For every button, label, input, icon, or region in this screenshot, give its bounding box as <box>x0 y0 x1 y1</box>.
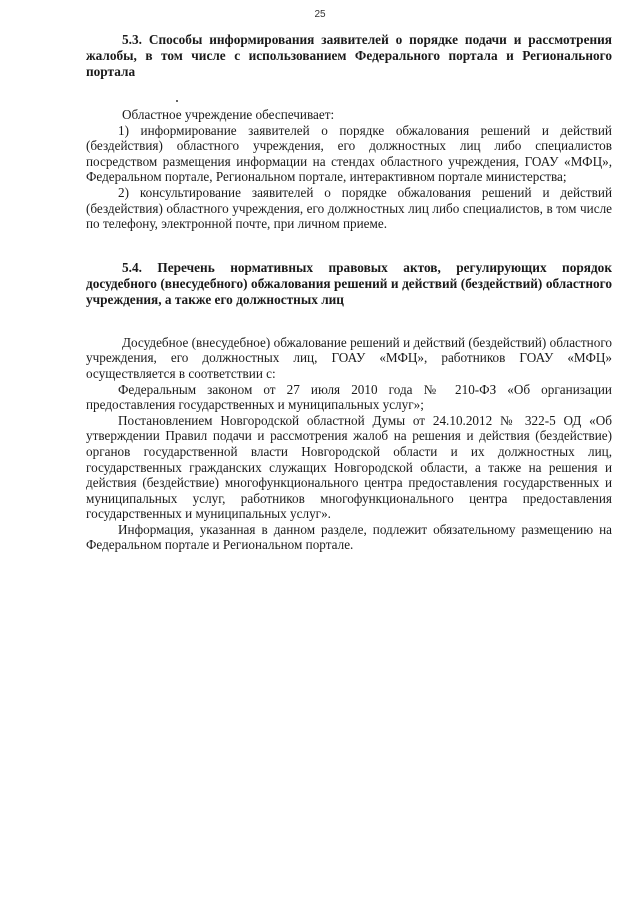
section-5-3-paragraph: Областное учреждение обеспечивает: <box>122 107 335 122</box>
page-content <box>86 32 612 553</box>
section-5-3-paragraph: 1) информирование заявителей о порядке обжалования решений и действий (бездействия) областного учреждения, его должностных лиц либо специалистов посредством размещения информации на стендах областного учреждения, ГОАУ «МФЦ», Федеральном портале, Региональном портале, интерактивном портале министерства; <box>86 122 612 185</box>
section-5-4-heading: 5.4. Перечень нормативных правовых актов, регулирующих порядок досудебного (внесудебного) обжалования решений и действий (бездействий) областного учреждения, а также его должностных лиц <box>86 259 612 307</box>
section-5-3-heading: 5.3. Способы информирования заявителей о порядке подачи и рассмотрения жалобы, в том числе с использованием Федерального портала и Регионального портала <box>86 32 612 79</box>
section-5-3-paragraph: 2) консультирование заявителей о порядке обжалования решений и действий (бездействия) областного учреждения, его должностных лиц либо специалистов, в том числе по телефону, электронной почте, при личном приеме. <box>86 184 612 232</box>
section-5-4-paragraph: Федеральным законом от 27 июля 2010 года № 210-ФЗ «Об организации предоставления государственных и муниципальных услуг»; <box>86 381 612 413</box>
page-number: 25 <box>314 9 326 20</box>
section-5-4-paragraph: Досудебное (внесудебное) обжалование решений и действий (бездействий) областного учреждения, его должностных лиц, ГОАУ «МФЦ», работников ГОАУ «МФЦ» осуществляется в соответствии с: <box>86 334 612 381</box>
section-5-4-paragraph: Постановлением Новгородской областной Думы от 24.10.2012 № 322-5 ОД «Об утверждении Правил подачи и рассмотрения жалоб на решения и действия (бездействие) органов государственной власти Новгородской области и их должностных лиц, государственных гражданских служащих Новгородской области, а также на решения и действия (бездействие) многофункционального центра предоставления государственных и муниципальных услуг, работников многофункционального центра предоставления государственных и муниципальных услуг». <box>86 412 612 522</box>
section-5-4-paragraph: Информация, указанная в данном разделе, подлежит обязательному размещению на Федеральном портале и Региональном портале. <box>86 521 612 553</box>
